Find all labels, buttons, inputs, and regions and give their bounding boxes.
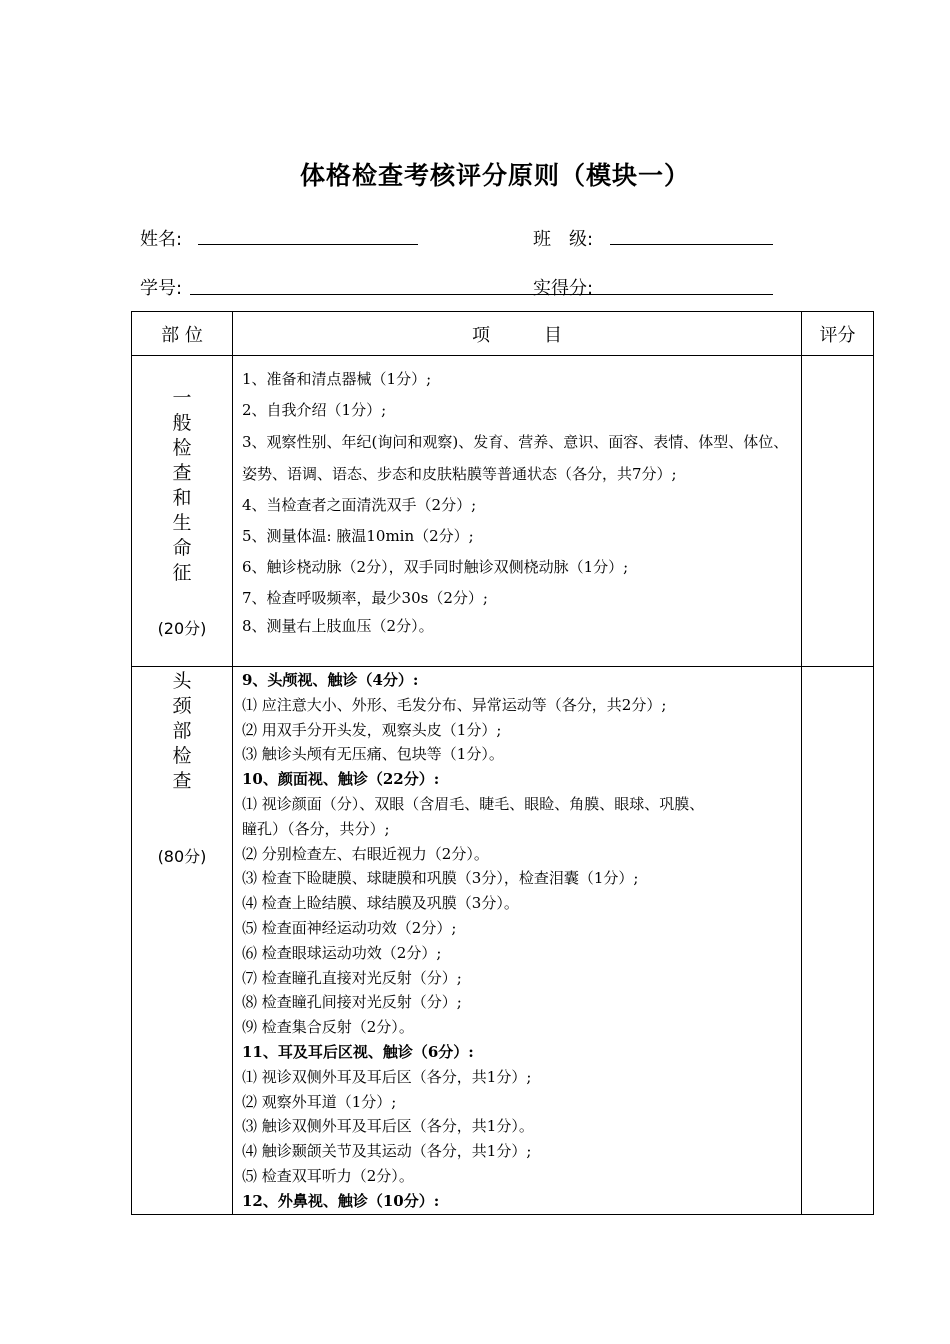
list-item: 7、检查呼吸频率，最少30s（2分）;: [242, 589, 488, 607]
part-char: 查: [172, 770, 192, 792]
page-title: 体格检查考核评分原则（模块一）: [299, 161, 690, 190]
section-items-cell: [233, 356, 802, 667]
list-item: 4、当检查者之面清洗双手（2分）;: [242, 496, 477, 514]
table-row: [132, 356, 874, 667]
table-row: [132, 667, 874, 1215]
list-item: ⑵ 分别检查左、右眼近视力（2分）。: [242, 844, 489, 863]
student-id-field[interactable]: [190, 294, 530, 295]
score-cell[interactable]: [802, 356, 874, 667]
list-item: ⑷ 触诊颞颌关节及其运动（各分，共1分）;: [242, 1142, 532, 1161]
list-item: 10、颜面视、触诊（22分）:: [242, 770, 440, 789]
list-item: 11、耳及耳后区视、触诊（6分）:: [242, 1042, 474, 1061]
score-cell[interactable]: [802, 667, 874, 1215]
part-char: 颈: [172, 695, 192, 717]
list-item: ⑷ 检查上睑结膜、球结膜及巩膜（3分）。: [242, 894, 519, 913]
header-score: 评分: [802, 312, 874, 356]
part-char: 检: [172, 745, 192, 767]
list-item: ⑸ 检查面神经运动功效（2分）;: [242, 918, 457, 937]
score-field[interactable]: [530, 294, 773, 295]
list-item: 瞳孔）（各分，共分）;: [242, 819, 390, 838]
section-part-head-neck: [132, 667, 233, 1215]
section-points: (80分): [157, 847, 207, 866]
part-char: 部: [172, 720, 192, 742]
score-label: 实得分:: [533, 278, 594, 299]
section-part-chars: [132, 669, 232, 794]
student-id-label: 学号:: [140, 278, 183, 299]
section-items-cell: [233, 667, 802, 1215]
class-field[interactable]: [610, 244, 773, 245]
scoring-table: [131, 311, 874, 1215]
table-header-row: [132, 312, 874, 356]
list-item: 1、准备和清点器械（1分）;: [242, 370, 432, 388]
section-items: [233, 356, 801, 638]
section-part-general: [132, 356, 233, 667]
list-item: ⑴ 视诊颜面（分）、双眼（含眉毛、睫毛、眼睑、角膜、眼球、巩膜、: [242, 794, 705, 813]
part-char: 般: [172, 412, 192, 434]
header-items: 项 目: [233, 312, 802, 356]
section-points: (20分): [157, 619, 207, 638]
list-item: ⑶ 触诊头颅有无压痛、包块等（1分）。: [242, 745, 504, 764]
list-item: ⑴ 视诊双侧外耳及耳后区（各分，共1分）;: [242, 1067, 532, 1086]
list-item: ⑵ 观察外耳道（1分）;: [242, 1092, 397, 1111]
part-char: 征: [172, 562, 192, 584]
part-char: 生: [172, 512, 192, 534]
list-item: 2、自我介绍（1分）;: [242, 401, 387, 419]
part-char: 命: [172, 537, 192, 559]
list-item: ⑺ 检查瞳孔直接对光反射（分）;: [242, 968, 462, 987]
section-items: [233, 667, 801, 1214]
list-item: ⑼ 检查集合反射（2分）。: [242, 1018, 414, 1037]
list-item: ⑹ 检查眼球运动功效（2分）;: [242, 943, 442, 962]
list-item: 12、外鼻视、触诊（10分）:: [242, 1191, 440, 1210]
list-item: ⑵ 用双手分开头发，观察头皮（1分）;: [242, 720, 502, 739]
list-item: 6、触诊桡动脉（2分），双手同时触诊双侧桡动脉（1分）;: [242, 558, 629, 576]
list-item: ⑻ 检查瞳孔间接对光反射（分）;: [242, 993, 462, 1012]
list-item: ⑶ 检查下睑睫膜、球睫膜和巩膜（3分），检查泪囊（1分）;: [242, 869, 639, 888]
list-item: 3、观察性别、年纪(询问和观察)、发育、营养、意识、面容、表情、体型、体位、姿势、语调、语态、步态和皮肤粘膜等普通状态（各分，共7分）;: [242, 433, 789, 483]
part-char: 一: [172, 387, 192, 409]
name-label: 姓名:: [140, 229, 183, 250]
part-char: 和: [172, 487, 192, 509]
list-item: ⑶ 触诊双侧外耳及耳后区（各分，共1分）。: [242, 1117, 534, 1136]
list-item: ⑴ 应注意大小、外形、毛发分布、异常运动等（各分，共2分）;: [242, 695, 667, 714]
section-part-chars: [132, 386, 232, 586]
list-item: 8、测量右上肢血压（2分）。: [242, 617, 434, 635]
list-item: ⑸ 检查双耳听力（2分）。: [242, 1166, 414, 1185]
name-field[interactable]: [198, 244, 418, 245]
class-label: 班 级:: [533, 229, 594, 250]
header-part: 部 位: [132, 312, 233, 356]
list-item: 9、头颅视、触诊（4分）:: [242, 671, 419, 689]
part-char: 查: [172, 462, 192, 484]
list-item: 5、测量体温: 腋温10min（2分）;: [242, 527, 474, 545]
part-char: 检: [172, 437, 192, 459]
part-char: 头: [172, 670, 192, 692]
